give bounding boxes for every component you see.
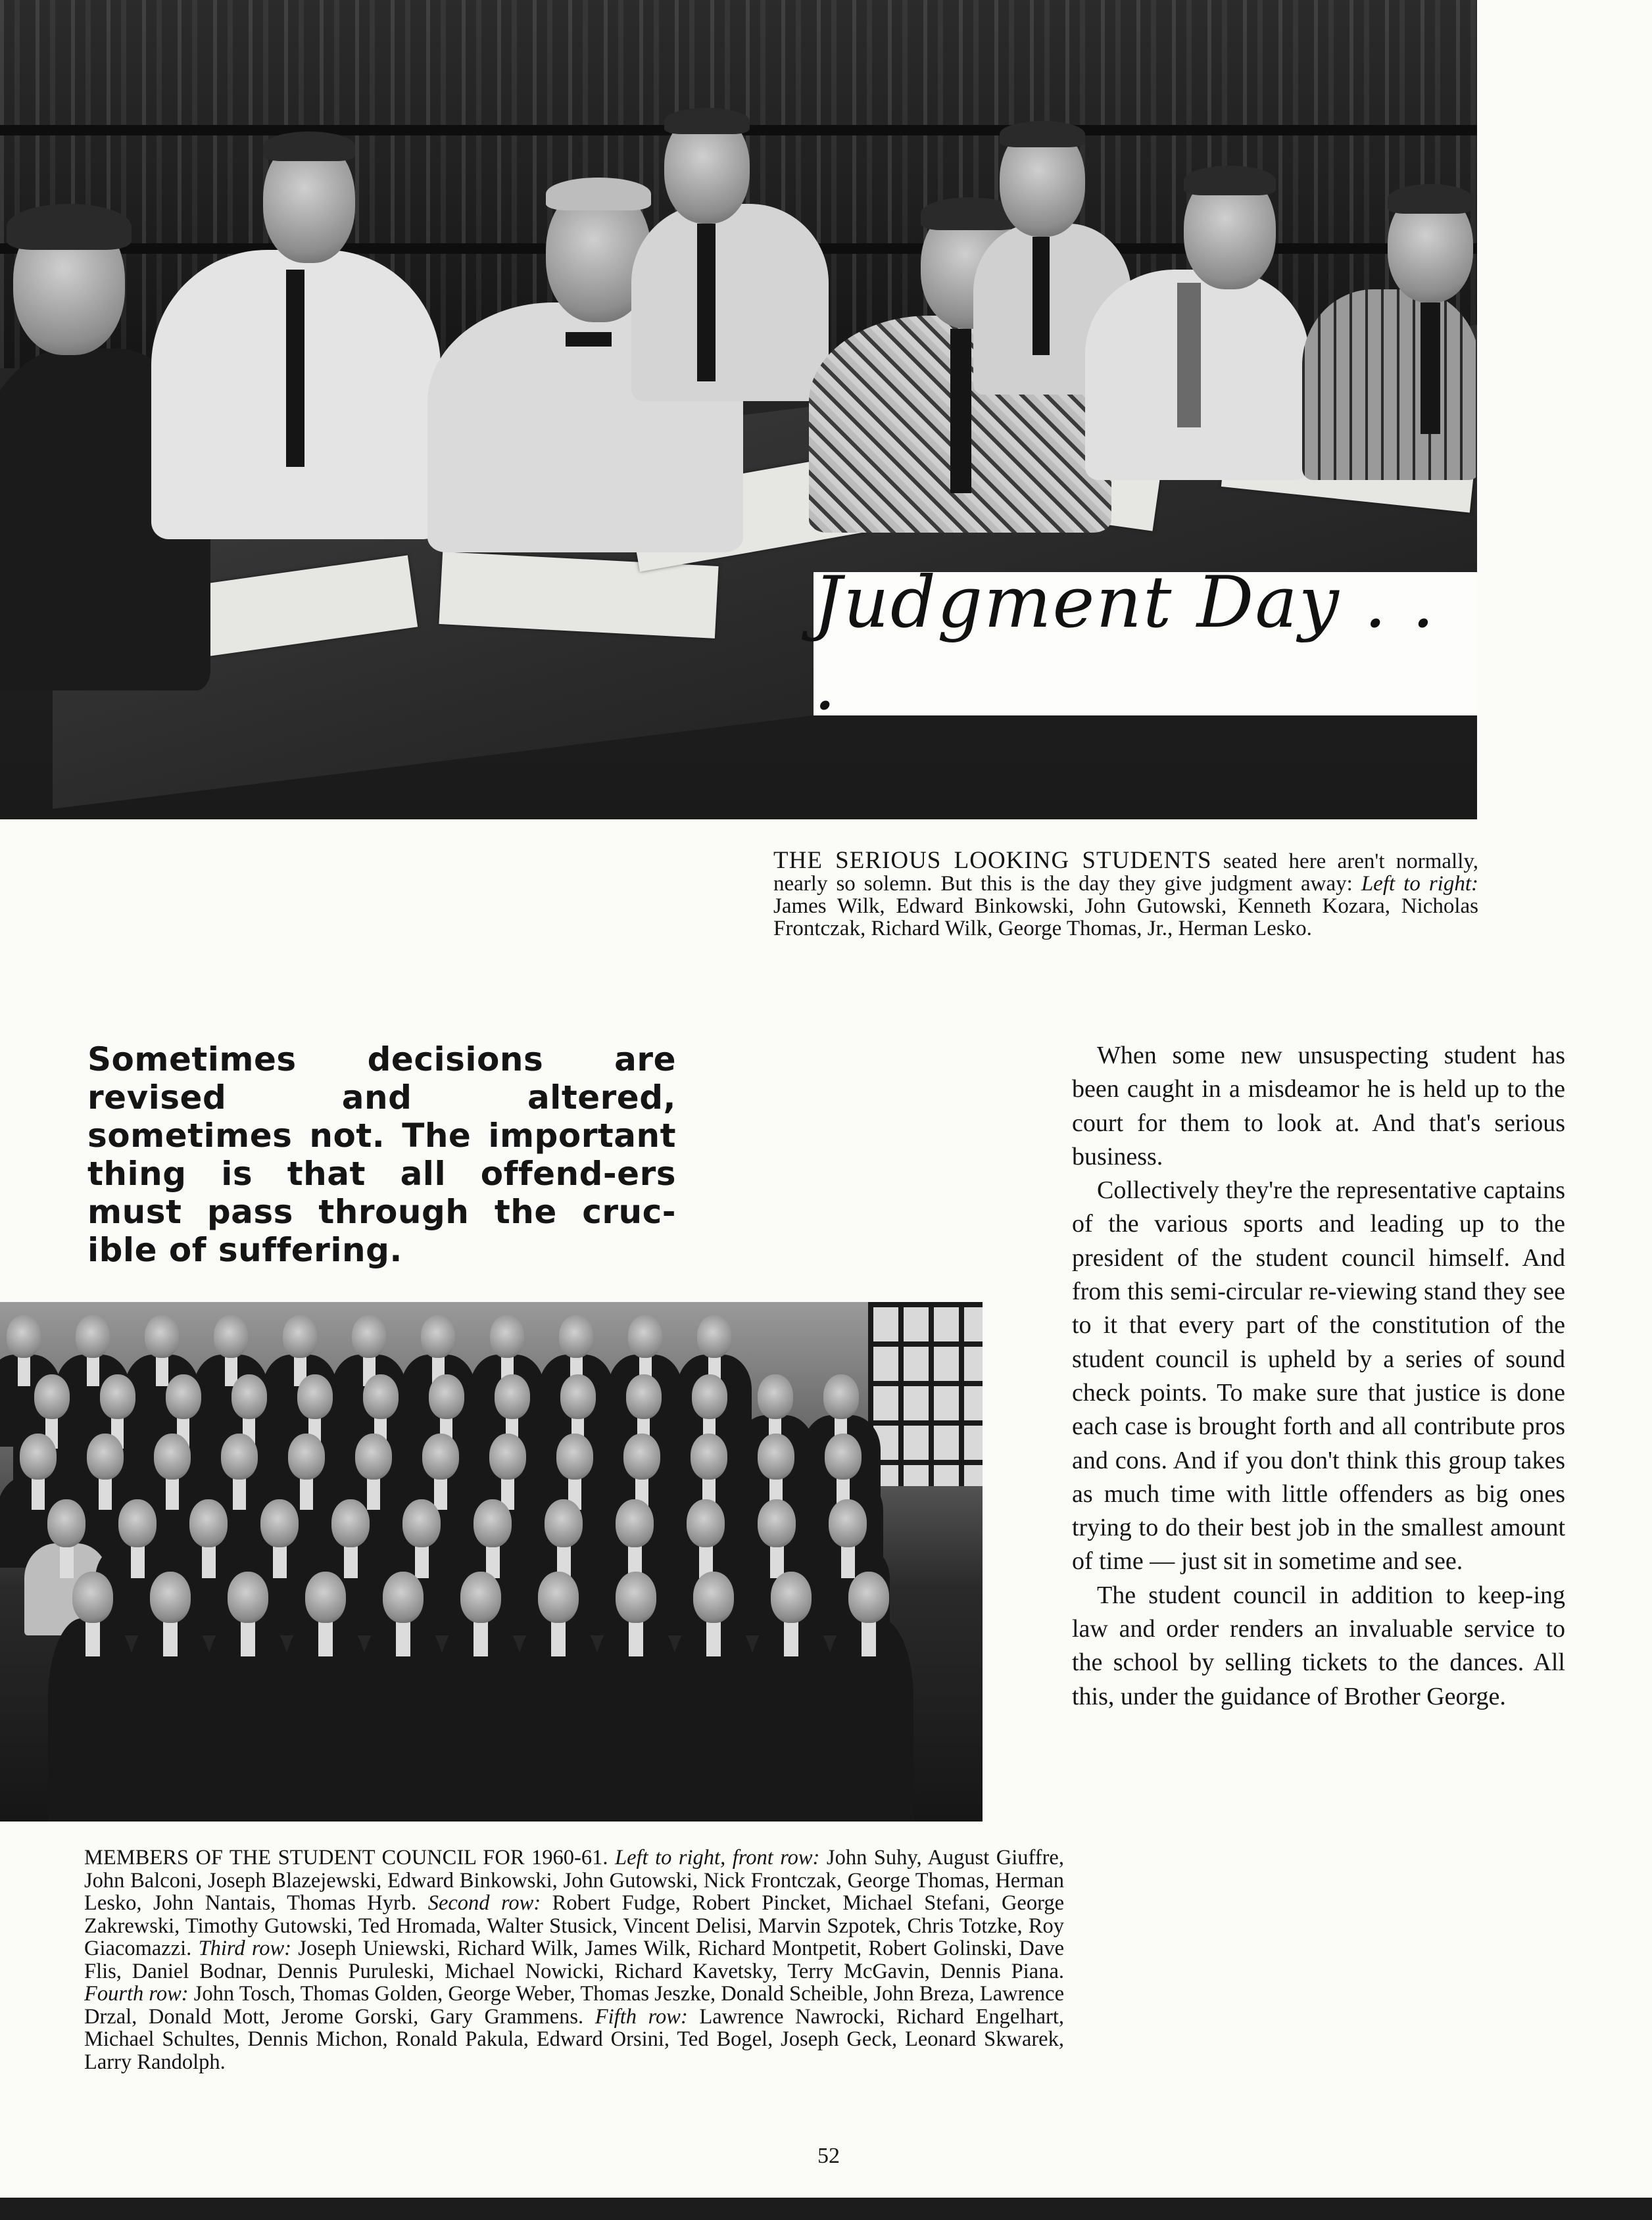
row-label: Left to right, front row:: [615, 1846, 820, 1870]
caption-names: James Wilk, Edward Binkowski, John Gutowski, Kenneth Kozara, Nicholas Frontczak, Richard Wilk, George Thomas, Jr., Herman Lesko.: [773, 894, 1478, 940]
row-names: John Tosch, Thomas Golden, George Weber, Thomas Jeszke, Donald Scheible, John Breza, Lawrence Drzal, Donald Mott, Jerome Gorski, Gary Grammens.: [84, 1982, 1064, 2029]
caption-lead: THE SERIOUS LOOKING STUDENTS: [773, 847, 1212, 874]
headline-box: [814, 562, 1477, 726]
page-title: Judgment Day . . .: [814, 562, 1436, 726]
scan-edge: [0, 2198, 1652, 2220]
row-names: Lawrence Nawrocki, Richard Engelhart, Michael Schultes, Dennis Michon, Ronald Pakula, Edward Orsini, Ted Bogel, Joseph Geck, Leonard Skwarek, Larry Randolph.: [84, 2004, 1064, 2074]
pull-quote: Sometimes decisions are revised and altered, sometimes not. The important thing is that all offend-ers must pass through the cruc-ible of suffering.: [87, 1040, 676, 1269]
row-label: Fifth row:: [595, 2004, 688, 2029]
row-label: Fourth row:: [84, 1982, 189, 2006]
top-photo-caption: [773, 847, 1478, 940]
row-label: Third row:: [198, 1937, 292, 1960]
article-body: [1072, 1039, 1565, 1714]
body-paragraph: The student council in addition to keep-ing law and order renders an invaluable service to the school by selling tickets to the dances. All this, under the guidance of Brother George.: [1072, 1581, 1565, 1710]
row-label: Second row:: [427, 1891, 541, 1915]
caption-text: seated here aren't normally, nearly so solemn. But this is the day they give judgment away:: [773, 850, 1478, 896]
row-names: John Suhy, August Giuffre, John Balconi, Joseph Blazejewski, Edward Binkowski, John Gutowski, Nick Frontczak, George Thomas, Herman Lesko, John Nantais, Thomas Hyrb.: [84, 1846, 1064, 1915]
body-paragraph: Collectively they're the representative captains of the various sports and leading up to the president of the student council himself. And from this semi-circular re-viewing stand they see to it that every part of the constitution of the student council is upheld by a series of sound check points. To make sure that justice is done each case is brought forth and all contribute pros and cons. And if you don't think this group takes as much time with little offenders as big ones trying to do their best job in the smallest amount of time — just sit in sometime and see.: [1072, 1176, 1565, 1576]
row-names: Joseph Uniewski, Richard Wilk, James Wilk, Richard Montpetit, Robert Golinski, Dave Flis, Daniel Bodnar, Dennis Puruleski, Michael Nowicki, Richard Kavetsky, Terry McGavin, Dennis Piana.: [84, 1937, 1065, 1983]
caption-position-label: Left to right:: [1361, 872, 1478, 896]
caption-lead: MEMBERS OF THE STUDENT COUNCIL FOR 1960-61.: [84, 1846, 608, 1870]
student-council-group-photo: [0, 1302, 983, 1822]
body-paragraph: When some new unsuspecting student has been caught in a misdeamor he is held up to the court for them to look at. And that's serious business.: [1072, 1042, 1565, 1170]
row-names: Robert Fudge, Robert Pincket, Michael Stefani, George Zakrewski, Timothy Gutowski, Ted Hromada, Walter Stusick, Vincent Delisi, Marvin Szpotek, Chris Totzke, Roy Giacomazzi.: [84, 1891, 1064, 1960]
student-court-photo: [0, 0, 1477, 819]
window: [868, 1302, 983, 1486]
page-number: 52: [817, 2144, 840, 2168]
group-photo-caption: [84, 1846, 1064, 2073]
